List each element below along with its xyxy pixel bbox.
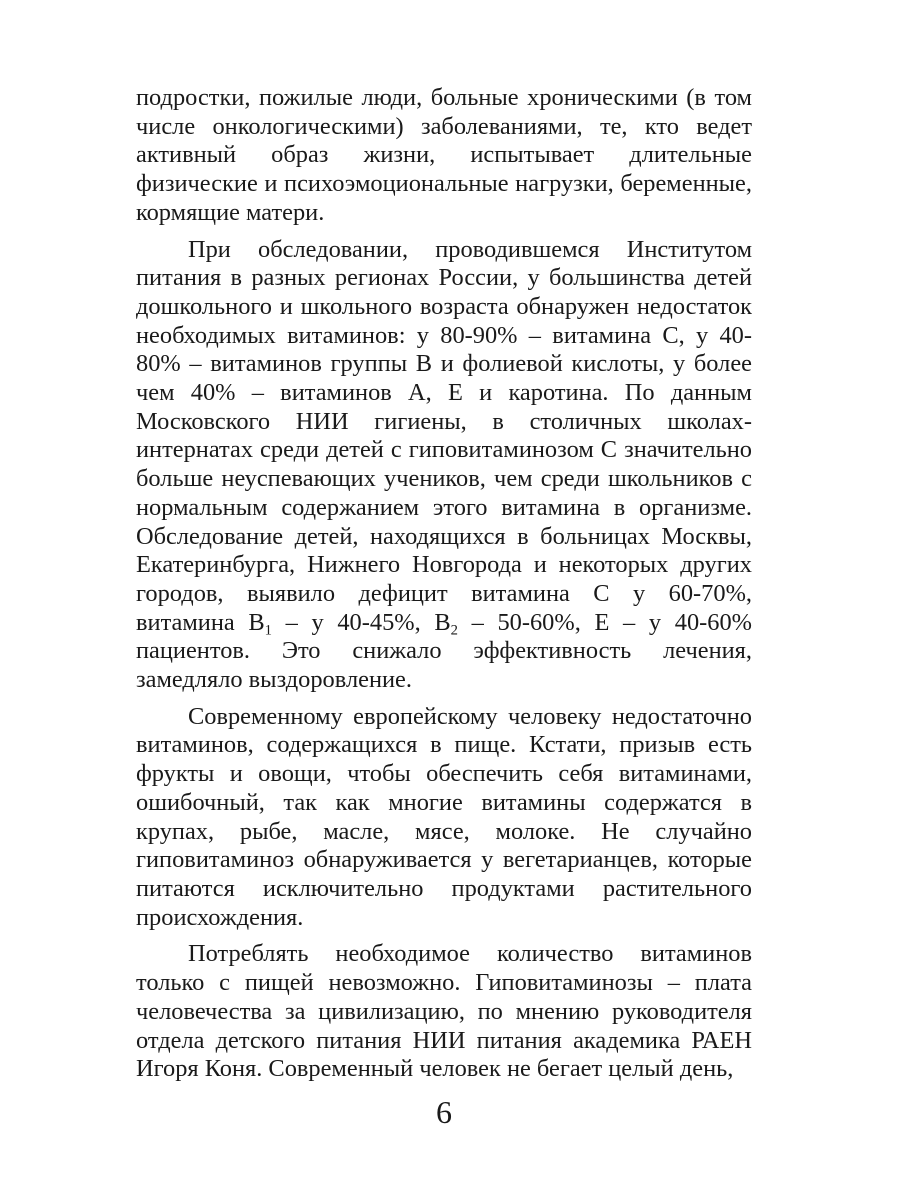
page-number: 6 <box>436 1094 452 1130</box>
text-run: Потреблять необходимое количество витаминов только с пищей невозможно. Гиповитаминозы – плата человечества за цивилизацию, по мнению руководителя отдела детского питания НИИ питания академика РАЕН Игоря Коня. Современный человек не бегает целый день, <box>136 940 752 1083</box>
paragraph <box>136 703 752 933</box>
text-run: – 50-60%, Е – у 40-60% пациентов. Это снижало эффективность лечения, замедляло выздоровление. <box>136 608 752 694</box>
paragraph <box>136 84 752 228</box>
text-run: подростки, пожилые люди, больные хроническими (в том числе онкологическими) заболеваниями, те, кто ведет активный образ жизни, испытывает длительные физические и психоэмоциональные нагрузки, беременные, кормящие матери. <box>136 84 752 226</box>
text-run: Современному европейскому человеку недостаточно витаминов, содержащихся в пище. Кстати, призыв есть фрукты и овощи, чтобы обеспечить себя витаминами, ошибочный, так как многие витамины содержатся в крупах, рыбе, масле, мясе, молоке. Не случайно гиповитаминоз обнаруживается у вегетарианцев, которые питаются исключительно продуктами растительного происхождения. <box>136 702 752 931</box>
body-text <box>136 84 752 1104</box>
book-page <box>136 84 752 1200</box>
text-run: При обследовании, проводившемся Институтом питания в разных регионах России, у большинства детей дошкольного и школьного возраста обнаружен недостаток необходимых витаминов: у 80-90% – витамина С, у 40-80% – витаминов группы В и фолиевой кислоты, у более чем 40% – витаминов А, Е и каротина. По данным Московского НИИ гигиены, в столичных школах-интернатах среди детей с гиповитаминозом С значительно больше неуспевающих учеников, чем среди школьников с нормальным содержанием этого витамина в организме. Обследование детей, находящихся в больницах Москвы, Екатеринбурга, Нижнего Новгорода и некоторых других городов, выявило дефицит витамина С у 60-70%, витамина В <box>136 235 752 636</box>
paragraph <box>136 236 752 695</box>
text-run: – у 40-45%, В <box>271 608 451 636</box>
subscript: 2 <box>450 622 458 639</box>
subscript: 1 <box>264 622 272 639</box>
paragraph <box>136 940 752 1084</box>
